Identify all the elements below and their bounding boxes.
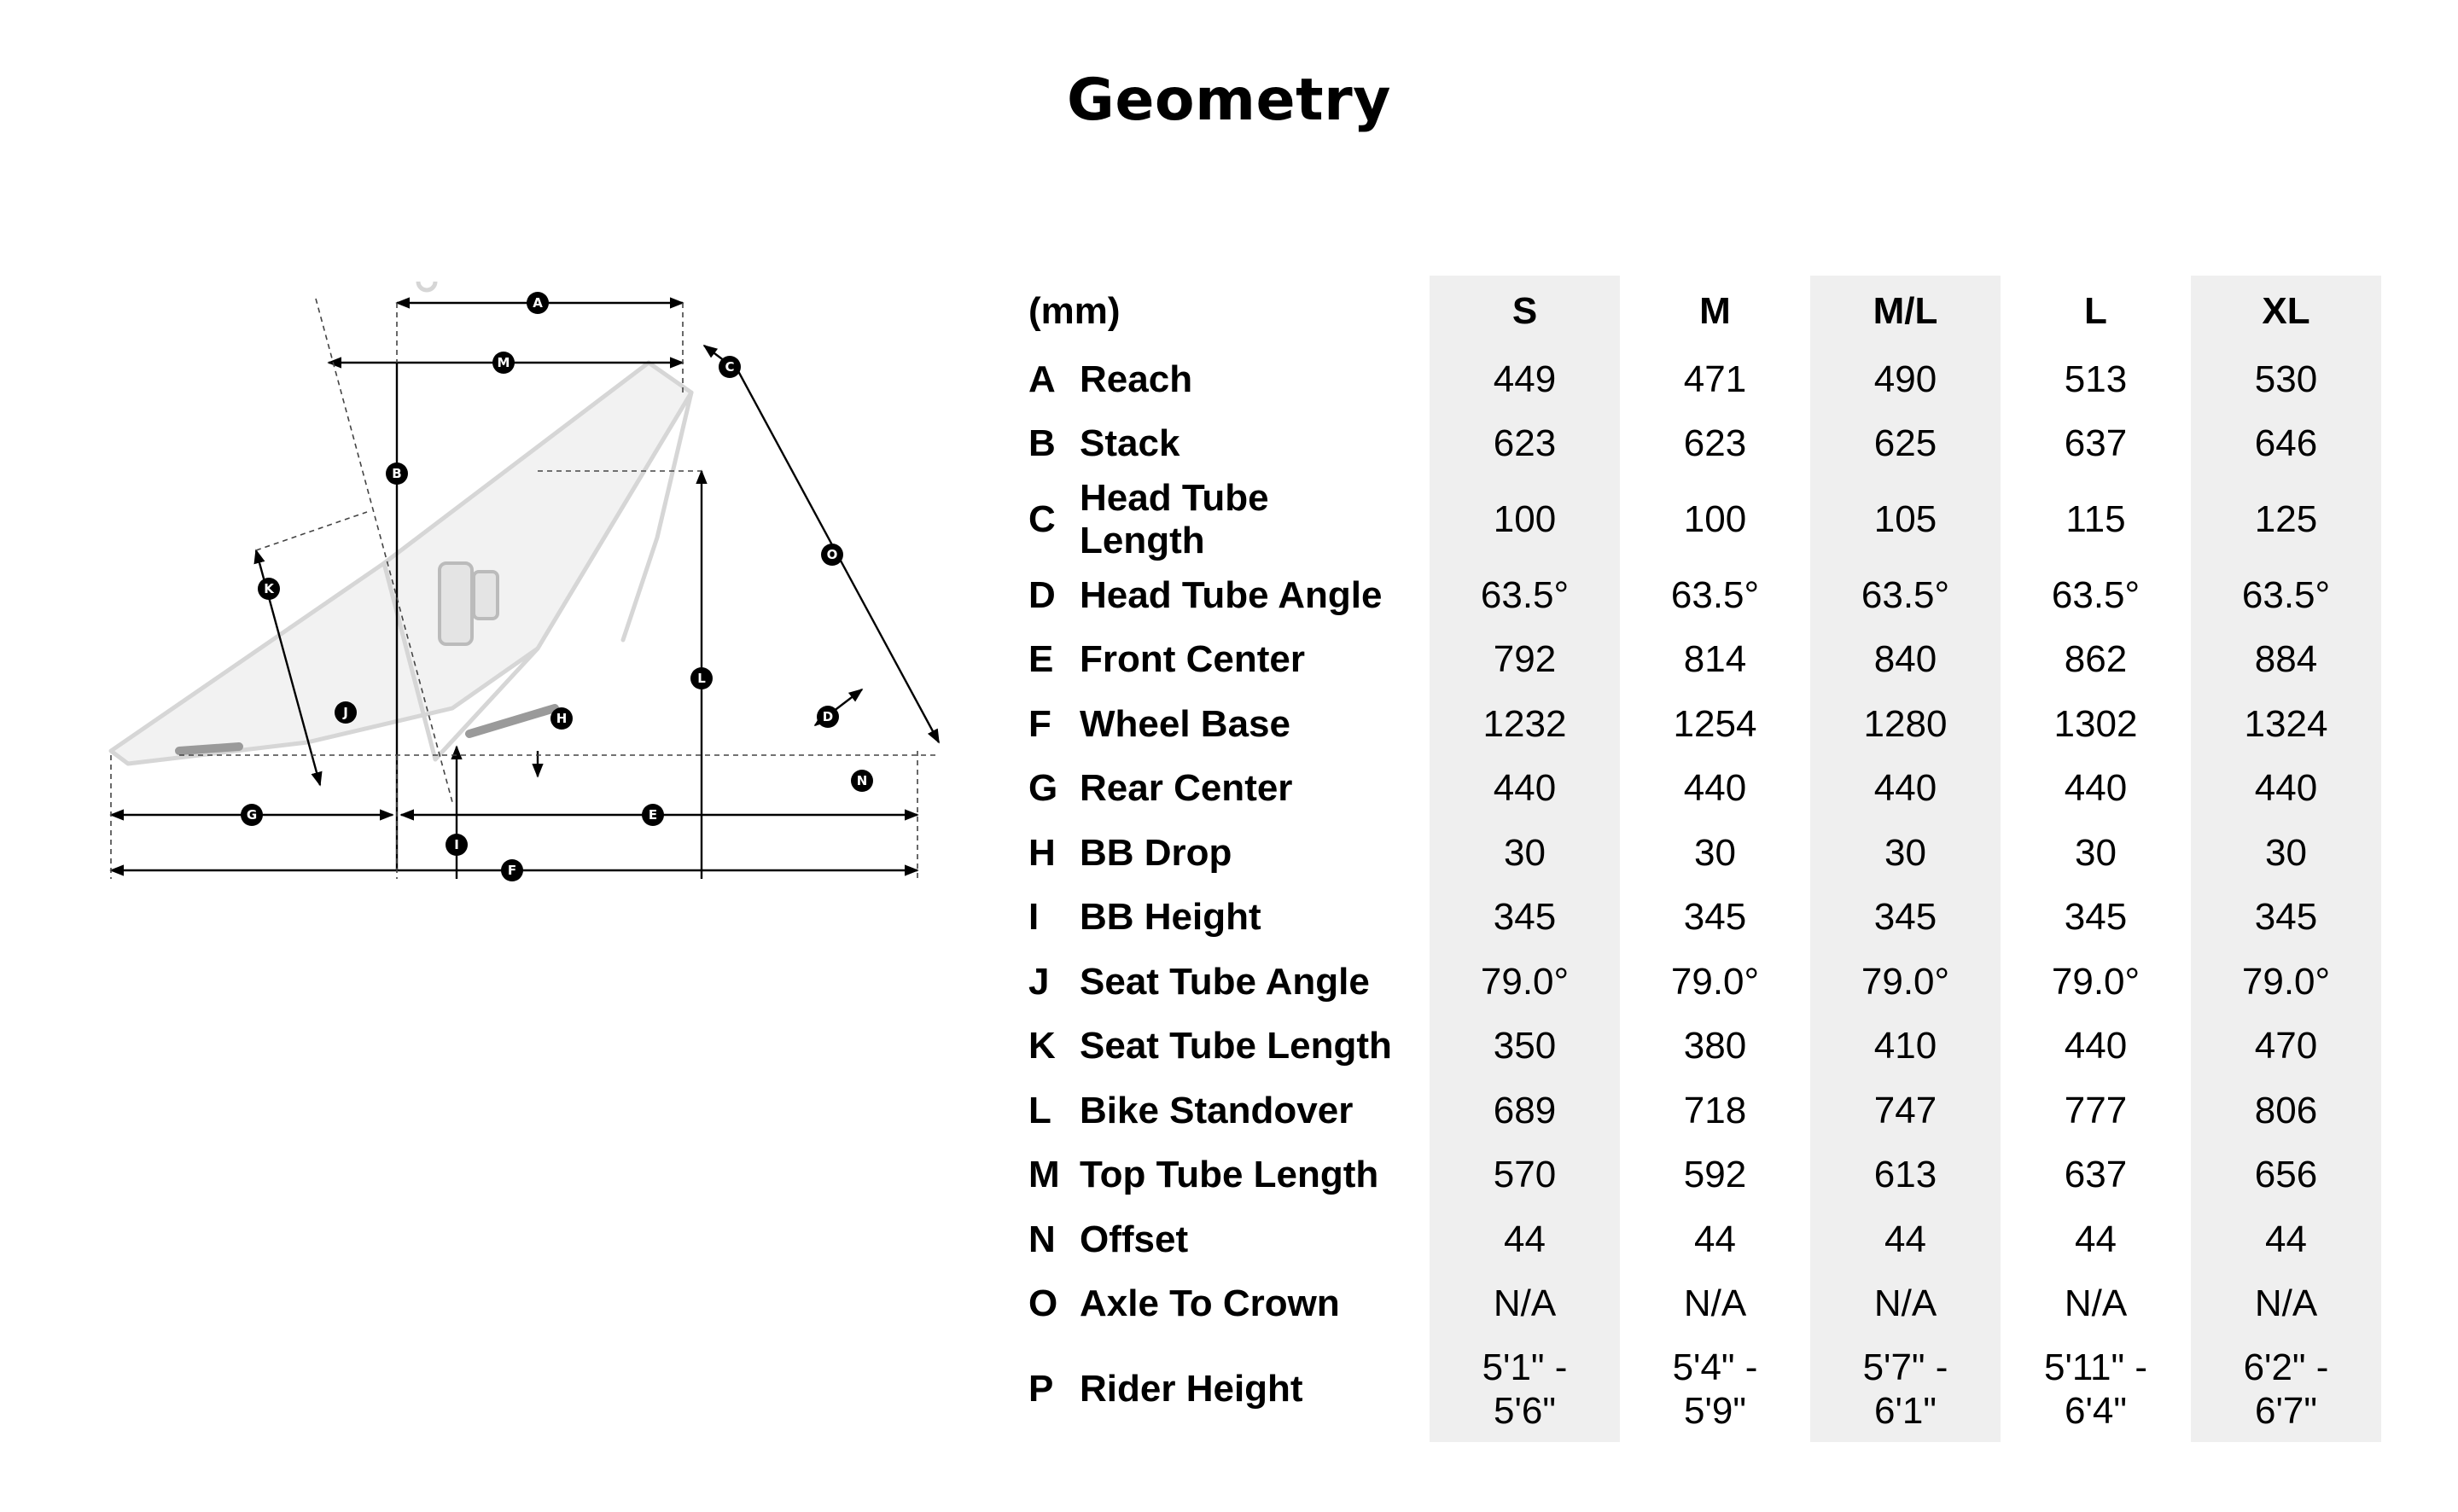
table-cell: 689	[1430, 1079, 1620, 1143]
row-letter: G	[1028, 767, 1058, 810]
marker-M	[492, 352, 515, 374]
table-cell: 814	[1683, 638, 1747, 681]
marker-J	[335, 701, 357, 724]
svg-text:L: L	[697, 671, 706, 686]
row-letter: N	[1028, 1218, 1056, 1260]
size-header: M/L	[1810, 276, 2001, 347]
table-cell: 79.0°	[2191, 950, 2381, 1015]
table-cell: N/A	[1430, 1272, 1620, 1337]
svg-text:K: K	[264, 581, 274, 596]
marker-F	[501, 859, 523, 881]
table-cell: 6'2" - 6'7"	[2191, 1336, 2381, 1442]
table-cell: 747	[1810, 1079, 2001, 1143]
table-cell: 513	[2064, 358, 2128, 400]
svg-text:A: A	[533, 295, 543, 311]
table-cell: 440	[2064, 1025, 2128, 1067]
table-cell: N/A	[2191, 1272, 2381, 1337]
row-letter: P	[1028, 1368, 1054, 1410]
marker-D	[817, 706, 839, 728]
table-cell: 410	[1810, 1015, 2001, 1079]
row-letter: M	[1028, 1154, 1060, 1196]
table-header-row	[1028, 276, 2381, 347]
table-row	[1028, 1272, 2381, 1337]
row-label: Offset	[1080, 1218, 1189, 1260]
marker-I	[446, 834, 468, 856]
table-cell: 44	[1430, 1207, 1620, 1272]
table-cell: 1280	[1810, 692, 2001, 757]
table-cell: 490	[1810, 347, 2001, 412]
table-cell: 79.0°	[2051, 960, 2141, 1003]
marker-O	[821, 544, 843, 566]
table-cell: 440	[2191, 757, 2381, 822]
bike-geometry-diagram	[94, 282, 947, 896]
row-letter: F	[1028, 702, 1051, 745]
table-row	[1028, 757, 2381, 822]
bike-frame	[111, 282, 691, 764]
svg-text:G: G	[246, 807, 258, 823]
row-letter: E	[1028, 638, 1054, 681]
table-cell: 718	[1683, 1089, 1747, 1131]
table-cell: 115	[2065, 498, 2126, 540]
table-cell: 570	[1430, 1143, 1620, 1208]
row-label: Bike Standover	[1080, 1089, 1354, 1131]
table-cell: 44	[2075, 1218, 2117, 1260]
row-label: Axle To Crown	[1080, 1282, 1340, 1325]
row-letter: C	[1028, 498, 1056, 540]
svg-text:E: E	[648, 807, 658, 823]
table-cell: 30	[1430, 821, 1620, 886]
row-letter: D	[1028, 573, 1056, 616]
table-row	[1028, 476, 2381, 563]
table-row	[1028, 347, 2381, 412]
table-cell: 345	[1683, 896, 1747, 939]
svg-text:F: F	[507, 863, 517, 878]
table-cell: 5'1" - 5'6"	[1430, 1336, 1620, 1442]
table-cell: 100	[1683, 498, 1747, 540]
table-cell: 792	[1430, 628, 1620, 693]
row-letter: B	[1028, 422, 1056, 465]
table-row	[1028, 886, 2381, 951]
table-cell: 30	[1810, 821, 2001, 886]
table-cell: 1254	[1673, 702, 1757, 745]
row-label: Rear Center	[1080, 767, 1293, 810]
row-letter: H	[1028, 831, 1056, 874]
table-cell: 30	[1694, 831, 1736, 874]
table-cell: 1302	[2053, 702, 2138, 745]
table-cell: 63.5°	[2051, 573, 2141, 616]
table-cell: 44	[2191, 1207, 2381, 1272]
svg-text:J: J	[343, 705, 348, 720]
table-cell: 63.5°	[1810, 563, 2001, 628]
table-cell: 440	[1430, 757, 1620, 822]
table-row	[1028, 1143, 2381, 1208]
svg-text:B: B	[392, 466, 402, 481]
row-label: Head Tube Angle	[1080, 573, 1383, 616]
table-row	[1028, 1079, 2381, 1143]
table-cell: 470	[2191, 1015, 2381, 1079]
page-title: Geometry	[1067, 67, 1391, 134]
table-cell: 440	[2064, 767, 2128, 810]
table-cell: 646	[2191, 412, 2381, 477]
marker-K	[258, 578, 280, 600]
table-cell: 125	[2191, 476, 2381, 563]
table-cell: 380	[1683, 1025, 1747, 1067]
table-row	[1028, 692, 2381, 757]
row-label: Top Tube Length	[1080, 1154, 1379, 1196]
table-cell: 345	[2191, 886, 2381, 951]
unit-label: (mm)	[1028, 290, 1121, 332]
table-cell: 79.0°	[1670, 960, 1760, 1003]
row-letter: A	[1028, 358, 1056, 400]
table-cell: 30	[2191, 821, 2381, 886]
table-cell: 345	[1810, 886, 2001, 951]
table-cell: 1324	[2191, 692, 2381, 757]
svg-text:D: D	[822, 709, 834, 724]
row-label: BB Drop	[1080, 831, 1232, 874]
marker-B	[386, 462, 408, 485]
table-cell: 884	[2191, 628, 2381, 693]
table-cell: 840	[1810, 628, 2001, 693]
table-cell: 471	[1683, 358, 1747, 400]
marker-L	[690, 667, 713, 689]
table-cell: 79.0°	[1430, 950, 1620, 1015]
table-cell: 44	[1810, 1207, 2001, 1272]
table-cell: 350	[1430, 1015, 1620, 1079]
svg-text:N: N	[856, 773, 868, 788]
row-label: Seat Tube Angle	[1080, 960, 1370, 1003]
svg-text:M: M	[497, 355, 510, 370]
table-cell: 592	[1683, 1154, 1747, 1196]
size-header: S	[1430, 276, 1620, 347]
row-label: Seat Tube Length	[1080, 1025, 1392, 1067]
table-cell: 63.5°	[1670, 573, 1760, 616]
table-cell: 440	[1683, 767, 1747, 810]
table-cell: N/A	[1683, 1282, 1747, 1325]
size-header: XL	[2191, 276, 2381, 347]
table-cell: 44	[1694, 1218, 1736, 1260]
svg-text:H: H	[556, 711, 568, 726]
row-label: Wheel Base	[1080, 702, 1290, 745]
row-label: Stack	[1080, 422, 1180, 465]
table-cell: 79.0°	[1810, 950, 2001, 1015]
table-row	[1028, 412, 2381, 477]
table-cell: 5'11" - 6'4"	[2043, 1346, 2148, 1432]
marker-E	[642, 804, 664, 826]
row-letter: O	[1028, 1282, 1058, 1325]
table-cell: N/A	[2064, 1282, 2128, 1325]
table-cell: 100	[1430, 476, 1620, 563]
table-cell: 637	[2064, 1154, 2128, 1196]
row-label: Rider Height	[1080, 1368, 1303, 1410]
table-cell: 5'7" - 6'1"	[1810, 1336, 2001, 1442]
table-row	[1028, 1207, 2381, 1272]
marker-H	[550, 707, 573, 730]
row-label: Head Tube Length	[1080, 477, 1269, 561]
table-cell: 105	[1810, 476, 2001, 563]
row-letter: L	[1028, 1089, 1051, 1131]
table-cell: 63.5°	[2191, 563, 2381, 628]
table-cell: 63.5°	[1430, 563, 1620, 628]
table-cell: 345	[2064, 896, 2128, 939]
table-cell: 623	[1430, 412, 1620, 477]
svg-text:C: C	[725, 359, 735, 375]
svg-text:I: I	[454, 837, 459, 852]
table-cell: 637	[2064, 422, 2128, 465]
table-cell: 613	[1810, 1143, 2001, 1208]
table-cell: 530	[2191, 347, 2381, 412]
marker-G	[241, 804, 263, 826]
marker-A	[527, 292, 549, 314]
table-row	[1028, 1336, 2381, 1442]
svg-text:O: O	[826, 547, 838, 562]
row-label: Reach	[1080, 358, 1193, 400]
row-letter: I	[1028, 896, 1040, 939]
table-cell: 30	[2075, 831, 2117, 874]
table-row	[1028, 821, 2381, 886]
table-row	[1028, 563, 2381, 628]
row-label: BB Height	[1080, 896, 1261, 939]
table-row	[1028, 1015, 2381, 1079]
table-cell: 449	[1430, 347, 1620, 412]
row-label: Front Center	[1080, 638, 1305, 681]
geometry-table	[1028, 276, 2381, 1442]
table-cell: 1232	[1430, 692, 1620, 757]
table-row	[1028, 628, 2381, 693]
table-cell: 777	[2064, 1089, 2128, 1131]
marker-N	[851, 770, 873, 792]
table-cell: 5'4" - 5'9"	[1672, 1346, 1758, 1432]
size-header: M	[1699, 290, 1731, 332]
row-letter: K	[1028, 1025, 1056, 1067]
table-cell: N/A	[1810, 1272, 2001, 1337]
table-cell: 440	[1810, 757, 2001, 822]
table-cell: 862	[2064, 638, 2128, 681]
marker-C	[719, 356, 741, 378]
table-cell: 656	[2191, 1143, 2381, 1208]
table-cell: 625	[1810, 412, 2001, 477]
table-row	[1028, 950, 2381, 1015]
table-cell: 345	[1430, 886, 1620, 951]
table-cell: 623	[1683, 422, 1747, 465]
table-cell: 806	[2191, 1079, 2381, 1143]
row-letter: J	[1028, 960, 1050, 1003]
size-header: L	[2084, 290, 2107, 332]
